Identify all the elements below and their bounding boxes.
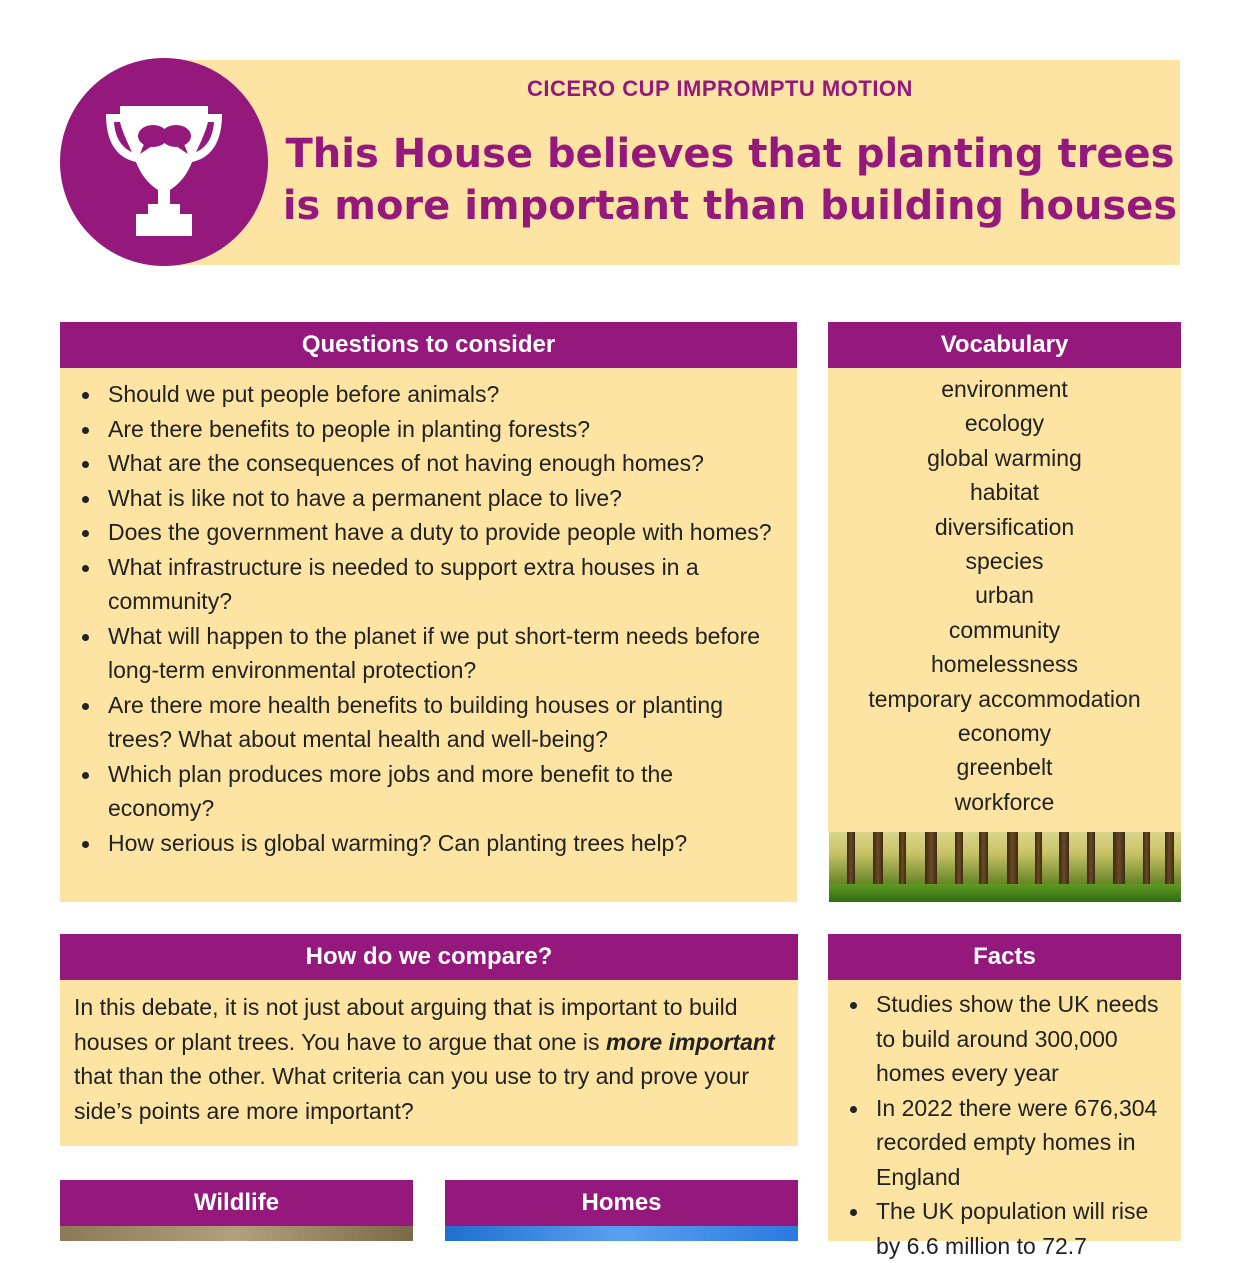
facts-list [828,980,1181,1263]
list-item: community [948,616,1061,643]
list-item: The UK population will rise by 6.6 million to 72.7 [828,1194,1171,1263]
homes-image [445,1226,798,1241]
list-item: Are there benefits to people in planting forests? [60,412,783,447]
compare-text-after: that than the other. What criteria can you use to try and prove your side’s points are more important? [74,1063,750,1124]
facts-panel [828,934,1181,980]
list-item: homelessness [930,651,1079,678]
questions-list [60,368,797,860]
list-item: greenbelt [956,754,1053,781]
list-item: What will happen to the planet if we put short-term needs before long-term environmental protection? [60,619,783,688]
logo-circle [60,58,268,266]
list-item: habitat [969,479,1040,506]
compare-text-emphasis: more important [605,1028,775,1055]
forest-image [829,832,1181,902]
homes-heading: Homes [445,1180,798,1226]
compare-panel [60,934,798,980]
list-item: Should we put people before animals? [60,377,783,412]
list-item: temporary accommodation [868,685,1141,712]
list-item: environment [941,376,1068,402]
list-item: Studies show the UK needs to build around 300,000 homes every year [828,987,1171,1091]
motion-title-line-2: is more important than building houses [282,183,1178,229]
motion-title [280,128,1180,232]
list-item: What infrastructure is needed to support extra houses in a community? [60,550,783,619]
wildlife-image [60,1226,413,1241]
list-item: species [965,548,1044,575]
questions-body [60,368,797,902]
facts-body [828,980,1181,1259]
compare-paragraph [60,980,798,1128]
list-item: What is like not to have a permanent place to live? [60,481,783,516]
trophy-speech-bubbles-icon [60,58,268,266]
questions-panel [60,322,797,368]
compare-body [60,980,798,1146]
compare-text-before: In this debate, it is not just about arguing that is important to build houses or plant trees. You have to argue that one is [74,994,738,1055]
list-item: diversification [934,513,1075,540]
vocabulary-body [828,368,1181,832]
wildlife-panel [60,1180,413,1226]
list-item: How serious is global warming? Can planting trees help? [60,826,783,861]
list-item: Does the government have a duty to provide people with homes? [60,515,783,550]
list-item: Which plan produces more jobs and more benefit to the economy? [60,757,783,826]
motion-eyebrow: CICERO CUP IMPROMPTU MOTION [527,76,913,101]
list-item: urban [975,582,1034,609]
vocabulary-list [828,368,1181,819]
motion-title-line-1: This House believes that planting trees [285,131,1175,177]
list-item: global warming [927,444,1082,471]
list-item: economy [957,720,1052,747]
list-item: workforce [954,788,1055,815]
homes-panel [445,1180,798,1226]
vocabulary-panel [828,322,1181,368]
list-item: ecology [964,410,1045,437]
facts-heading: Facts [828,934,1181,980]
list-item: In 2022 there were 676,304 recorded empty homes in England [828,1091,1171,1195]
list-item: Are there more health benefits to building houses or planting trees? What about mental health and well-being? [60,688,783,757]
questions-heading: Questions to consider [60,322,797,368]
wildlife-heading: Wildlife [60,1180,413,1226]
compare-heading: How do we compare? [60,934,798,980]
vocabulary-heading: Vocabulary [828,322,1181,368]
list-item: What are the consequences of not having enough homes? [60,446,783,481]
